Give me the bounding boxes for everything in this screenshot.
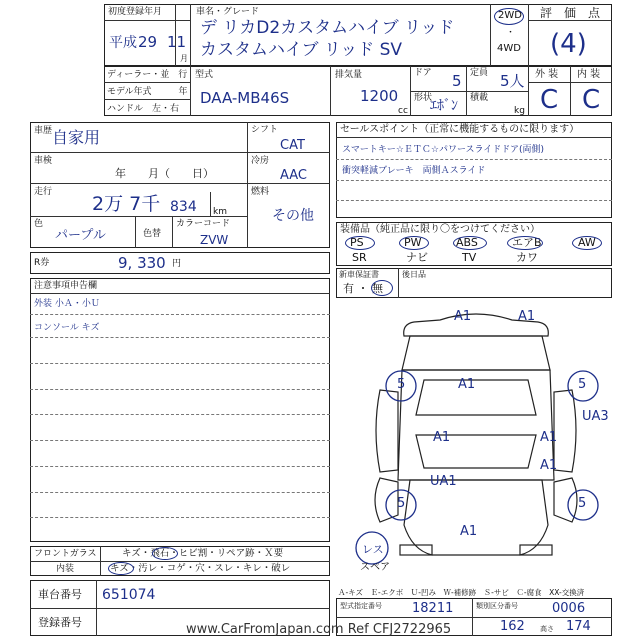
- damage-mark: UA1: [430, 474, 457, 489]
- spare-caption: スペア: [360, 562, 390, 573]
- equip-leather: カワ: [516, 251, 538, 264]
- reg-label: 登録番号: [38, 616, 82, 629]
- watermark: www.CarFromJapan.com Ref CFJ2722965: [186, 622, 452, 637]
- equip-tv: TV: [462, 251, 477, 264]
- grade-value: (4): [550, 29, 587, 59]
- warranty-value: 有 ・ 無: [343, 282, 383, 295]
- notes-frame: [30, 278, 330, 542]
- color-code-label: カラーコード: [176, 219, 231, 229]
- damage-mark: A1: [433, 430, 451, 445]
- car-name-line1: デ リカD2カスタムハイブ リッド: [200, 18, 455, 38]
- load-unit: kg: [514, 106, 525, 116]
- height-value: 174: [566, 619, 591, 634]
- equip-pw: PW: [404, 236, 422, 249]
- interior-value: C: [582, 85, 601, 115]
- damage-mark: A1: [540, 430, 558, 445]
- door-value: 5: [452, 72, 462, 90]
- first-reg-label: 初度登録年月: [108, 7, 163, 17]
- sales-points-label: セールスポイント（正常に機能するものに限ります）: [340, 124, 580, 135]
- length-value: 162: [500, 619, 525, 634]
- ac-value: AAC: [280, 168, 307, 183]
- interior-cond-value: キズ・汚レ・コゲ・穴・スレ・キレ・破レ: [110, 563, 291, 574]
- reg-month: 11: [167, 33, 187, 51]
- type-value: DAA-MB46S: [200, 89, 290, 107]
- sales-point-line2: 衝突軽減ブレーキ 両側Ａスライド: [342, 166, 486, 176]
- ac-label: 冷房: [251, 156, 270, 166]
- spare-value: レス: [362, 543, 384, 556]
- warranty-label: 新車保証書: [339, 270, 379, 279]
- model-year-label: モデル年式 年: [107, 87, 188, 97]
- equipment-label: 装備品（純正品に限り〇をつけてください）: [340, 224, 540, 235]
- type-label: 型式: [195, 70, 214, 80]
- recycle-label: R券: [34, 258, 50, 268]
- windshield-value: キズ・飛石・ヒビ割・リペア跡・Ｘ要: [122, 548, 284, 559]
- car-name-line2: カスタムハイブ リッド SV: [200, 40, 403, 60]
- damage-mark: A1: [540, 458, 558, 473]
- damage-mark: 5: [397, 377, 406, 392]
- displacement-label: 排気量: [335, 70, 363, 80]
- recycle-unit: 円: [172, 259, 182, 269]
- shift-label: シフト: [251, 125, 279, 135]
- capacity-value: 5人: [500, 72, 525, 90]
- shift-value: CAT: [280, 138, 305, 153]
- fuel-label: 燃料: [251, 187, 270, 197]
- equip-sr: SR: [352, 251, 367, 264]
- damage-mark: 5: [578, 377, 587, 392]
- equip-aw: AW: [578, 236, 596, 249]
- load-label: 積載: [470, 93, 489, 103]
- drive-2wd: 2WD: [498, 10, 522, 21]
- windshield-label: フロントガラス: [34, 549, 97, 559]
- grade-label: 評 価 点: [540, 6, 601, 20]
- damage-mark: A1: [518, 309, 536, 324]
- notes-label: 注意事項申告欄: [34, 281, 98, 291]
- mileage-small: 834: [170, 199, 197, 215]
- month-unit: 月: [180, 54, 188, 63]
- exterior-label: 外 装: [535, 69, 559, 80]
- color-change-label: 色替: [143, 229, 162, 239]
- fuel-value: その他: [272, 208, 314, 224]
- color-label: 色: [34, 219, 44, 229]
- color-value: パープル: [55, 228, 106, 243]
- class-no-value: 0006: [552, 601, 586, 616]
- inspection-label: 車検: [34, 156, 53, 166]
- equip-ps: PS: [350, 236, 364, 249]
- recycle-value: 9, 330: [118, 254, 166, 272]
- type-no-label: 型式指定番号: [340, 602, 382, 610]
- damage-legend: Ａ-キズ Ｅ-エクボ Ｕ-凹み Ｗ-補修跡 Ｓ-サビ Ｃ-腐食 XX-交換済: [338, 588, 585, 597]
- car-name-label: 車名・グレード: [196, 7, 260, 17]
- sales-point-line1: スマートキー☆ＥＴＣ☆パワースライドドア(両側): [342, 145, 544, 155]
- class-no-label: 類別区分番号: [476, 602, 518, 610]
- equip-navi: ナビ: [406, 251, 428, 264]
- color-code-value: ZVW: [200, 233, 229, 247]
- damage-mark: A1: [458, 377, 476, 392]
- history-label: 車歴: [34, 126, 53, 136]
- mileage-label: 走行: [34, 187, 53, 197]
- chassis-label: 車台番号: [38, 588, 82, 601]
- damage-mark: A1: [454, 309, 472, 324]
- damage-mark: A1: [460, 524, 478, 539]
- damage-mark: 5: [578, 496, 587, 511]
- handle-label: ハンドル 左・右: [107, 104, 180, 114]
- equip-airbag: エアB: [512, 236, 542, 249]
- reg-year: 29: [138, 33, 158, 51]
- mileage-value: 2万 7千: [92, 193, 161, 215]
- displacement-unit: cc: [398, 106, 408, 116]
- note-line2: コンソール キズ: [34, 323, 100, 333]
- damage-mark: 5: [397, 496, 406, 511]
- interior-label: 内 装: [577, 69, 601, 80]
- capacity-label: 定員: [470, 68, 489, 78]
- equip-abs: ABS: [456, 236, 478, 249]
- era: 平成: [109, 35, 137, 51]
- after-label: 後日品: [402, 270, 426, 279]
- interior-cond-label: 内装: [56, 564, 75, 574]
- type-no-value: 18211: [412, 601, 454, 616]
- height-label: 高さ: [540, 625, 554, 633]
- shape-value: ｴﾎﾞﾝ: [430, 98, 458, 114]
- note-line1: 外装 小Ａ・小Ｕ: [34, 299, 100, 309]
- shape-label: 形状: [414, 93, 433, 103]
- inspection-value: 年 月（ 日）: [115, 167, 214, 180]
- drive-dot: ・: [506, 28, 516, 38]
- drive-4wd: 4WD: [497, 43, 521, 54]
- damage-mark: UA3: [582, 409, 609, 424]
- chassis-value: 651074: [102, 587, 156, 603]
- exterior-value: C: [540, 85, 559, 115]
- mileage-unit: km: [213, 207, 227, 217]
- door-label: ドア: [414, 68, 432, 78]
- history-value: 自家用: [52, 128, 101, 147]
- dealer-label: ディーラー・並 行: [107, 70, 188, 80]
- displacement-value: 1200: [360, 87, 399, 105]
